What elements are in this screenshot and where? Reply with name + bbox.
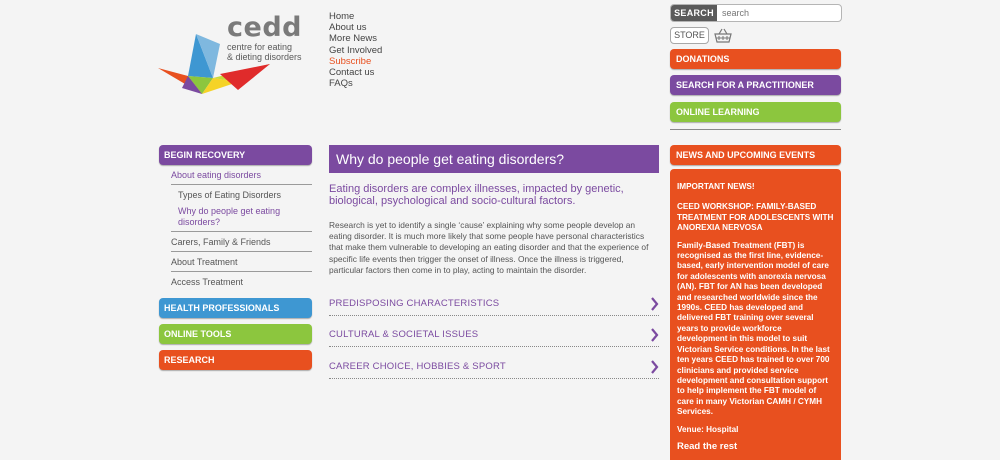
online-learning-button[interactable]: ONLINE LEARNING [670, 102, 841, 122]
search-practitioner-button[interactable]: SEARCH FOR A PRACTITIONER [670, 75, 841, 95]
nav-contact-us[interactable]: Contact us [329, 67, 375, 79]
online-tools-button[interactable]: ONLINE TOOLS [159, 324, 312, 344]
top-navigation [329, 11, 382, 89]
search-input[interactable] [717, 5, 841, 21]
lead-text: Eating disorders are complex illnesses, impacted by genetic, biological, psychological and socio-cultural factors. [329, 183, 624, 207]
accordion-label: CAREER CHOICE, HOBBIES & SPORT [329, 361, 506, 372]
begin-recovery-button[interactable]: BEGIN RECOVERY [159, 145, 312, 165]
accordion-label: CULTURAL & SOCIETAL ISSUES [329, 329, 479, 340]
nav-get-involved[interactable]: Get Involved [329, 44, 383, 56]
sidebar-divider [171, 231, 312, 232]
accordion-career[interactable] [329, 361, 659, 379]
sidebar-item-why[interactable]: Why do people get eating disorders? [178, 206, 281, 227]
right-divider [670, 129, 841, 130]
news-headline[interactable]: CEED WORKSHOP: FAMILY-BASED TREATMENT FOR ADOLESCENTS WITH ANOREXIA NERVOSA [677, 202, 834, 233]
store-button[interactable]: STORE [670, 27, 709, 44]
research-button[interactable]: RESEARCH [159, 350, 312, 370]
news-panel [670, 169, 841, 460]
nav-more-news[interactable]: More News [329, 33, 378, 45]
accordion-label: PREDISPOSING CHARACTERISTICS [329, 298, 500, 309]
chevron-right-icon [650, 360, 659, 374]
logo-tagline: centre for eating & dieting disorders [227, 42, 302, 62]
news-venue: Venue: Hospital [677, 424, 739, 434]
chevron-right-icon [650, 328, 659, 342]
body-text: Research is yet to identify a single ‘cause’ explaining why some people develop an eating disorder. It is much more likely that some people have personal characteristics that make them vulnerable to developing an eating disorder and that the experience of specific life events then trigger the onset of illness. Once the illness is triggered, particular factors then come in to play, acting to maintain the disorder. [329, 220, 649, 275]
read-more-link[interactable]: Read the rest [677, 440, 738, 452]
sidebar-item-carers[interactable]: Carers, Family & Friends [171, 237, 312, 252]
nav-about-us[interactable]: About us [329, 22, 367, 34]
search-box [670, 4, 842, 22]
nav-home[interactable]: Home [329, 11, 355, 22]
sidebar-item-types[interactable]: Types of Eating Disorders [178, 190, 282, 200]
search-button[interactable]: SEARCH [671, 5, 717, 21]
nav-subscribe[interactable]: Subscribe [329, 55, 372, 67]
cedd-logo[interactable] [158, 12, 308, 102]
page-title: Why do people get eating disorders? [329, 145, 659, 173]
important-news-label: IMPORTANT NEWS! [677, 182, 755, 191]
news-text: Family-Based Treatment (FBT) is recognised as the first line, evidence-based, early intervention model of care for adolescents with anorexia nervosa (AN). FBT for AN has been developed and researched worldwide since the 1990s. CEED has developed and delivered FBT training over several years to provide workforce development in this model to suit Victorian Service conditions. In the last ten years CEED has trained to over 700 clinicians and provided service development and consultation support to help implement the FBT model of care in many Victorian CAMH / CYMH Services. [677, 240, 830, 417]
news-header[interactable]: NEWS AND UPCOMING EVENTS [670, 145, 841, 165]
sidebar-item-about-treatment[interactable]: About Treatment [171, 257, 312, 272]
donations-button[interactable]: DONATIONS [670, 49, 841, 69]
nav-faqs[interactable]: FAQs [329, 78, 353, 90]
logo-wordmark: cedd [227, 12, 302, 43]
sidebar-item-access-treatment[interactable]: Access Treatment [171, 277, 244, 287]
health-professionals-button[interactable]: HEALTH PROFESSIONALS [159, 298, 312, 318]
accordion-cultural[interactable] [329, 329, 659, 347]
accordion-predisposing[interactable] [329, 298, 659, 316]
chevron-right-icon [650, 297, 659, 311]
sidebar-item-about-eating-disorders[interactable]: About eating disorders [171, 170, 312, 185]
shopping-basket-icon[interactable] [714, 28, 732, 43]
